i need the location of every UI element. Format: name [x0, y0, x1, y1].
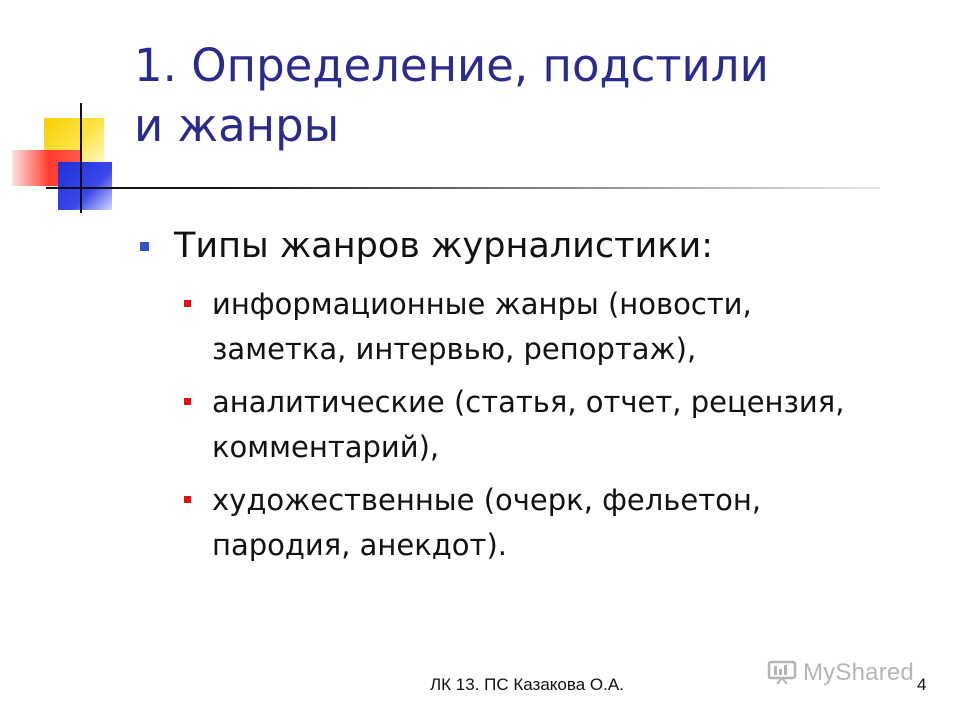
vertical-rule [80, 103, 82, 213]
blue-square [58, 162, 112, 210]
sub-bullet-text [212, 282, 752, 372]
page-number: 4 [917, 675, 927, 694]
watermark [767, 655, 914, 691]
sub-bullet-line: заметка, интервью, репортаж), [212, 332, 697, 366]
footer-author: ЛК 13. ПС Казакова О.А. [430, 675, 624, 694]
square-bullet-icon [140, 242, 149, 251]
square-bullet-icon [184, 496, 191, 503]
square-bullet-icon [184, 300, 191, 307]
sub-bullet-text [212, 380, 844, 470]
sub-bullet-line: художественные (очерк, фельетон, [212, 483, 762, 517]
title-line-1: 1. Определение, подстили [134, 39, 769, 92]
title-underline [46, 187, 880, 189]
main-bullet-text: Типы жанров журналистики: [174, 226, 713, 266]
square-bullet-icon [184, 398, 191, 405]
slide-title [134, 36, 894, 156]
title-line-2: и жанры [134, 99, 340, 152]
sub-bullet-line: информационные жанры (новости, [212, 287, 752, 321]
sub-bullet-line: пародия, анекдот). [212, 528, 507, 562]
sub-bullet-line: комментарий), [212, 430, 440, 464]
sub-bullet-line: аналитические (статья, отчет, рецензия, [212, 385, 845, 419]
watermark-text: MyShared [803, 659, 914, 686]
sub-bullet-text [212, 478, 761, 568]
presentation-board-icon [767, 660, 797, 686]
